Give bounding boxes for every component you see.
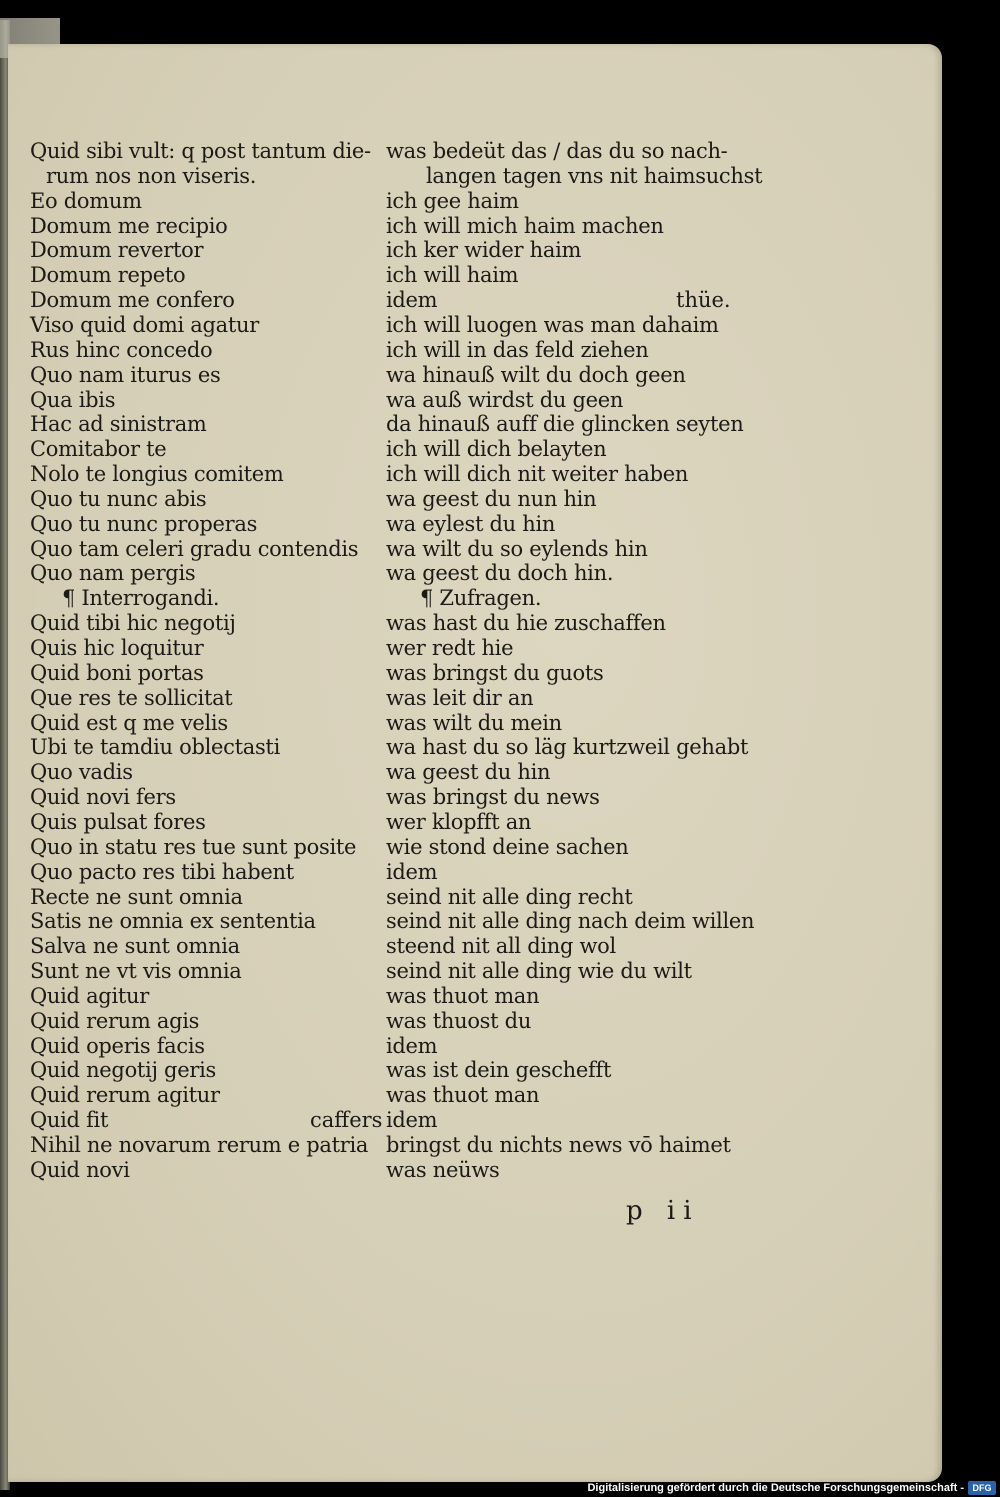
latin-phrase: Quid negotij geris bbox=[30, 1058, 216, 1082]
latin-phrase: Quo in statu res tue sunt posite bbox=[30, 835, 357, 859]
latin-phrase: Domum revertor bbox=[30, 238, 204, 262]
latin-phrase: Quo tam celeri gradu contendis bbox=[30, 537, 359, 561]
latin-phrase: Rus hinc concedo bbox=[30, 338, 213, 362]
german-translation: ich ker wider haim bbox=[386, 238, 582, 262]
latin-phrase: Satis ne omnia ex sententia bbox=[30, 909, 316, 933]
latin-phrase: Quid agitur bbox=[30, 984, 149, 1008]
latin-phrase: Sunt ne vt vis omnia bbox=[30, 959, 242, 983]
german-translation: wie stond deine sachen bbox=[386, 835, 629, 859]
german-translation: was leit dir an bbox=[386, 686, 534, 710]
latin-phrase: Quis hic loquitur bbox=[30, 636, 204, 660]
german-translation: wa hast du so läg kurtzweil gehabt bbox=[386, 735, 749, 759]
latin-phrase: Domum me confero bbox=[30, 288, 235, 312]
german-translation: ich will dich nit weiter haben bbox=[386, 462, 689, 486]
latin-phrase: Qua ibis bbox=[30, 388, 116, 412]
latin-phrase: Quo pacto res tibi habent bbox=[30, 860, 294, 884]
german-translation: idem bbox=[386, 860, 438, 884]
latin-phrase: Comitabor te bbox=[30, 437, 167, 461]
german-translation: ich will haim bbox=[386, 263, 519, 287]
latin-phrase: Quid operis facis bbox=[30, 1034, 205, 1058]
german-translation: steend nit all ding wol bbox=[386, 934, 616, 958]
german-translation: wa auß wirdst du geen bbox=[386, 388, 624, 412]
latin-phrase: Quid est q me velis bbox=[30, 711, 228, 735]
german-translation: seind nit alle ding recht bbox=[386, 885, 633, 909]
latin-phrase: Viso quid domi agatur bbox=[30, 313, 259, 337]
latin-phrase: rum nos non viseris. bbox=[46, 164, 257, 188]
german-translation: idem bbox=[386, 1034, 438, 1058]
signature-mark: p ii bbox=[626, 1196, 700, 1226]
german-translation: was thuost du bbox=[386, 1009, 532, 1033]
german-translation: was thuot man bbox=[386, 984, 540, 1008]
latin-phrase: Quo vadis bbox=[30, 760, 133, 784]
german-translation: seind nit alle ding nach deim willen bbox=[386, 909, 755, 933]
german-translation: langen tagen vns nit haimsuchst bbox=[426, 164, 763, 188]
german-translation: was bedeüt das / das du so nach- bbox=[386, 139, 728, 163]
german-translation: wa hinauß wilt du doch geen bbox=[386, 363, 686, 387]
latin-phrase: Quid tibi hic negotij bbox=[30, 611, 236, 635]
german-translation: idem bbox=[386, 1108, 438, 1132]
latin-phrase: ¶ Interrogandi. bbox=[62, 586, 220, 610]
latin-phrase: Quo tu nunc properas bbox=[30, 512, 258, 536]
german-translation: was neüws bbox=[386, 1158, 500, 1182]
german-translation: wa eylest du hin bbox=[386, 512, 556, 536]
german-translation: bringst du nichts news vō haimet bbox=[386, 1133, 731, 1157]
latin-phrase: Quid sibi vult: q post tantum die- bbox=[30, 139, 371, 163]
german-translation: was ist dein geschefft bbox=[386, 1058, 612, 1082]
latin-phrase: Quo nam pergis bbox=[30, 561, 196, 585]
german-translation: wa geest du hin bbox=[386, 760, 551, 784]
latin-phrase: Quid novi bbox=[30, 1158, 130, 1182]
german-translation: wer klopfft an bbox=[386, 810, 532, 834]
margin-note: thüe. bbox=[676, 288, 731, 312]
latin-phrase: Eo domum bbox=[30, 189, 142, 213]
dfg-logo-icon: DFG bbox=[968, 1481, 996, 1495]
german-translation: was hast du hie zuschaffen bbox=[386, 611, 666, 635]
latin-phrase: Nihil ne novarum rerum e patria bbox=[30, 1133, 369, 1157]
german-translation: ich will in das feld ziehen bbox=[386, 338, 649, 362]
german-translation: wa geest du nun hin bbox=[386, 487, 597, 511]
latin-phrase: Domum repeto bbox=[30, 263, 186, 287]
funding-credit: Digitalisierung gefördert durch die Deutsche Forschungsgemeinschaft - bbox=[587, 1482, 964, 1494]
latin-phrase: Quis pulsat fores bbox=[30, 810, 206, 834]
latin-phrase: Hac ad sinistram bbox=[30, 412, 207, 436]
latin-phrase: Salva ne sunt omnia bbox=[30, 934, 240, 958]
latin-phrase: Quo nam iturus es bbox=[30, 363, 221, 387]
german-translation: ich will mich haim machen bbox=[386, 214, 664, 238]
latin-phrase: Quid boni portas bbox=[30, 661, 204, 685]
german-translation: seind nit alle ding wie du wilt bbox=[386, 959, 692, 983]
latin-phrase: Recte ne sunt omnia bbox=[30, 885, 243, 909]
latin-phrase: Quid rerum agitur bbox=[30, 1083, 220, 1107]
latin-phrase: Quid fit bbox=[30, 1108, 109, 1132]
latin-phrase: Quid rerum agis bbox=[30, 1009, 200, 1033]
latin-phrase: Ubi te tamdiu oblectasti bbox=[30, 735, 280, 759]
german-translation: was bringst du news bbox=[386, 785, 600, 809]
latin-phrase: Nolo te longius comitem bbox=[30, 462, 284, 486]
german-translation: ich gee haim bbox=[386, 189, 519, 213]
german-translation: wa wilt du so eylends hin bbox=[386, 537, 648, 561]
german-translation: ich will luogen was man dahaim bbox=[386, 313, 719, 337]
german-translation: was bringst du guots bbox=[386, 661, 604, 685]
latin-phrase: Quid novi fers bbox=[30, 785, 176, 809]
german-translation: da hinauß auff die glincken seyten bbox=[386, 412, 744, 436]
margin-note: caffers bbox=[310, 1108, 383, 1132]
latin-phrase: Quo tu nunc abis bbox=[30, 487, 207, 511]
german-translation: wa geest du doch hin. bbox=[386, 561, 614, 585]
german-translation: ich will dich belayten bbox=[386, 437, 607, 461]
latin-phrase: Que res te sollicitat bbox=[30, 686, 233, 710]
latin-phrase: Domum me recipio bbox=[30, 214, 228, 238]
german-translation: ¶ Zufragen. bbox=[420, 586, 542, 610]
german-translation: wer redt hie bbox=[386, 636, 514, 660]
german-translation: was wilt du mein bbox=[386, 711, 562, 735]
german-translation: idem bbox=[386, 288, 438, 312]
german-translation: was thuot man bbox=[386, 1083, 540, 1107]
